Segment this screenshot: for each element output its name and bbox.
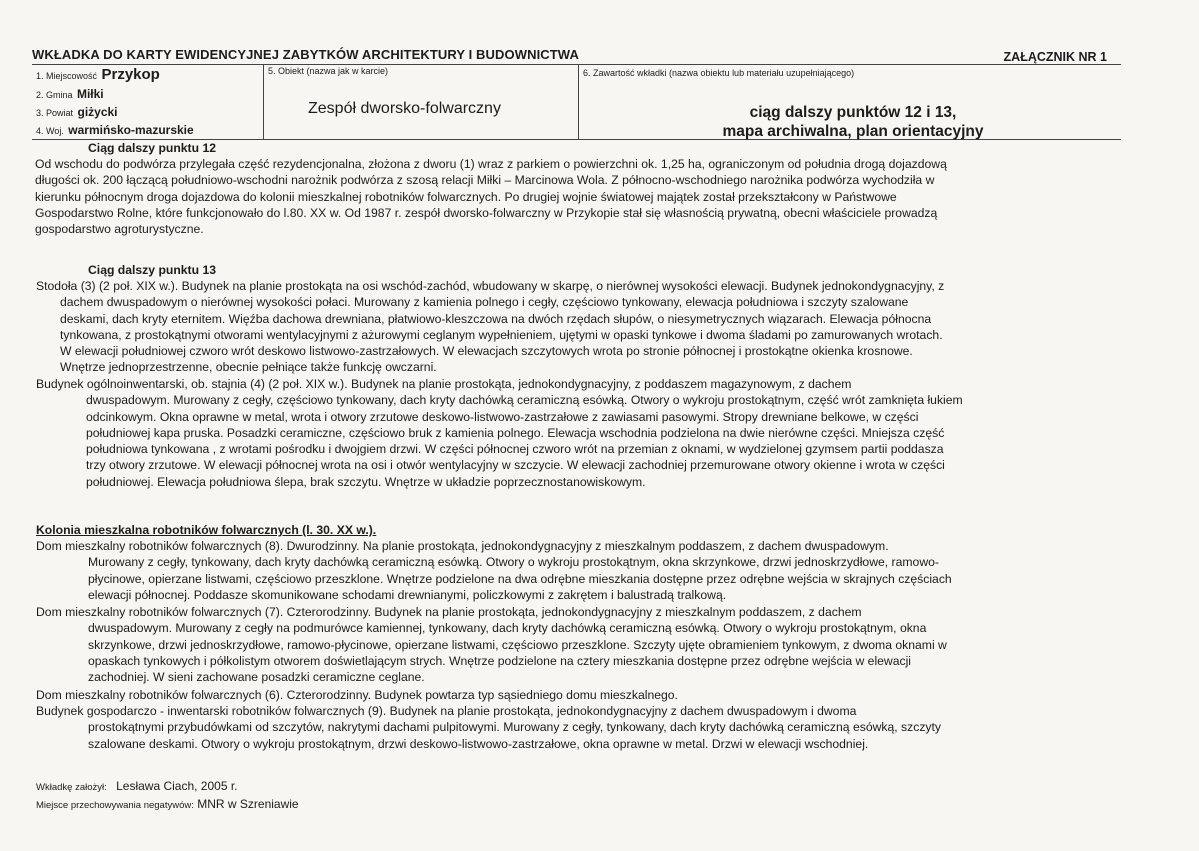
text-line: Dom mieszkalny robotników folwarcznych (6). Czterorodzinny. Budynek powtarza typ sąsiedniego domu mieszkalnego. (36, 688, 678, 702)
header-rule-top (32, 64, 1121, 65)
field-gmina (36, 85, 104, 103)
kolonia-dom-7 (36, 604, 1121, 685)
footer-storage-label: Miejsce przechowywania negatywów: (36, 800, 194, 811)
field-value: giżycki (77, 105, 118, 119)
annex-label: ZAŁĄCZNIK NR 1 (1003, 50, 1107, 64)
field-label: 3. Powiat (36, 108, 74, 118)
header-col-divider-1 (263, 64, 264, 139)
text-line: Budynek ogólnoinwentarski, ob. stajnia (4) (2 poł. XIX w.). Budynek na planie prostokąta, jednokondygnacyjny, z poddaszem magazynowym, z dachem (36, 377, 852, 391)
text-line: W elewacji południowej czworo wrót deskowo listwowo-zastrzałowych. W elewacjach szczytowych wrota po stronie północnej i prostokątne okienka krosnowe. (60, 344, 913, 359)
text-line: płycinowe, opierzane listwami, częściowo przeszklone. Wnętrze podzielone na dwa odrębne mieszkania dostępne przez odrębne wejścia w skrajnych częściach (88, 571, 952, 586)
field-value: Miłki (76, 87, 104, 101)
text-line: Stodoła (3) (2 poł. XIX w.). Budynek na planie prostokąta na osi wschód-zachód, wbudowany w skarpę, o nierównej wysokości elewacji. Budynek jednokondygnacyjny, z (36, 279, 945, 293)
section-13-heading: Ciąg dalszy punktu 13 (88, 263, 216, 277)
footer-storage-value: MNR w Szreniawie (197, 797, 299, 811)
footer-author-label: Wkładkę założył: (36, 782, 107, 793)
section-12-heading: Ciąg dalszy punktu 12 (88, 141, 216, 155)
field-wojewodztwo (36, 121, 194, 139)
document-title: WKŁADKA DO KARTY EWIDENCYJNEJ ZABYTKÓW ARCHITEKTURY I BUDOWNICTWA (32, 47, 579, 62)
zawartosc-line: mapa archiwalna, plan orientacyjny (722, 123, 984, 140)
text-line: południowej. Elewacja południowa ślepa, brak szczytu. Wnętrze w układzie poprzecznostanowiskowym. (86, 474, 646, 489)
section-13-stodola (36, 278, 1121, 376)
text-line: południowej kapa pruska. Posadzki ceramiczne, częściowo bruk z kamienia polnego. Elewacja wschodnia podzielona na dwie nierówne części. Mniejsza część (86, 425, 945, 440)
field-value: warmińsko-mazurskie (68, 123, 194, 137)
zawartosc-line: ciąg dalszy punktów 12 i 13, (749, 104, 957, 121)
text-line: deskami, dach kryty eternitem. Więźba dachowa drewniana, płatwiowo-kleszczowa na dwóch rzędach słupów, o niesymetrycznych wiązarach. Elewacja północna (60, 311, 932, 326)
field-value: Przykop (101, 66, 160, 83)
kolonia-dom-6 (36, 687, 1121, 703)
text-line: dachem dwuspadowym o nierównej wysokości połaci. Murowany z kamienia polnego i cegły, częściowo tynkowany, elewacja południowa i szczyty szalowane (60, 295, 909, 310)
kolonia-dom-8 (36, 538, 1121, 603)
text-line: Dom mieszkalny robotników folwarcznych (8). Dwurodzinny. Na planie prostokąta, jednokondygnacyjny z mieszkalnym poddaszem, z dachem dwuspadowym. (36, 539, 889, 553)
text-line: odcinkowym. Okna oprawne w metal, wrota i otwory zrzutowe deskowo-listwowo-zastrzałowe z zawiasami pasowymi. Stropy drewniane belkowe, w części (86, 409, 919, 424)
header-col-divider-2 (578, 64, 579, 139)
field-obiekt-value: Zespół dworsko-folwarczny (308, 100, 501, 117)
text-line: skrzynkowe, drzwi jednoskrzydłowe, ramowo-płycinowe, opierzane listwami, częściowo przeszklone. Szczyty ujęte obramieniem tynkowym, z dwoma oknami w (88, 637, 947, 652)
text-line: dwuspadowym. Murowany z cegły na podmurówce kamiennej, tynkowany, dach kryty dachówką ceramiczną esówką. Otwory o wykroju prostokątnym, okna (88, 621, 927, 636)
footer-author-value: Lesława Ciach, 2005 r. (116, 779, 238, 793)
footer-author (36, 779, 238, 793)
field-label: 1. Miejscowość (36, 71, 98, 81)
field-label: 2. Gmina (36, 90, 73, 100)
field-label: 4. Woj. (36, 126, 64, 136)
text-line: Wnętrze jednoprzestrzenne, obecnie pełniące także funkcję owczarni. (60, 360, 437, 375)
text-line: Dom mieszkalny robotników folwarcznych (7). Czterorodzinny. Budynek na planie prostokąta, jednokondygnacyjny z mieszkalnym poddaszem, z dachem (36, 605, 862, 619)
text-line: Gospodarstwo Rolne, które funkcjonowało do l.80. XX w. Od 1987 r. zespół dworsko-folwarczny w Przykopie stał się własnością prywatną, obecni właściciele prowadzą (35, 205, 938, 220)
field-obiekt-label: 5. Obiekt (nazwa jak w karcie) (268, 66, 389, 76)
text-line: kierunku północnym droga dojazdowa do kolonii mieszkalnej robotników folwarcznych. Po drugiej wojnie światowej majątek został przekształcony w Państwowe (35, 189, 897, 204)
text-line: trzy otwory zrzutowe. W elewacji północnej wrota na osi i otwór wentylacyjny w szczycie. W elewacji zachodniej przemurowane otwory okienne i wrota w części (86, 458, 945, 473)
text-line: elewacji północnej. Poddasze skomunikowane schodami drewnianymi, policzkowymi z zakrętem i balustradą tralkową. (88, 587, 727, 602)
section-12-body (35, 156, 1120, 237)
field-zawartosc-value (708, 103, 998, 141)
text-line: tynkowana, z prostokątnymi otworami wentylacyjnymi z ażurowymi ceglanym wypełnieniem, ujętymi w opaski tynkowe i dwoma śladami po zamurowanych wrotach. (60, 327, 943, 342)
field-zawartosc-label: 6. Zawartość wkładki (nazwa obiektu lub materiału uzupełniającego) (583, 68, 855, 78)
text-line: prostokątnymi przybudówkami od szczytów, nakrytymi dachami pulpitowymi. Murowany z cegły, tynkowany, dach kryty dachówką ceramiczną esówką, szczyty (88, 720, 941, 735)
text-line: szalowane deskami. Otwory o wykroju prostokątnym, drzwi deskowo-listwowo-zastrzałowe, okna oprawne w metal. Drzwi w elewacji wschodniej. (88, 736, 869, 751)
footer-storage (36, 797, 299, 811)
text-line: Od wschodu do podwórza przylegała część rezydencjonalna, złożona z dworu (1) wraz z parkiem o powierzchni ok. 1,25 ha, ograniczonym od południa drogą dojazdową (35, 157, 947, 171)
text-line: długości ok. 200 łączącą południowo-wschodni narożnik podwórza z szosą relacji Miłki – Marcinowa Wola. Z północno-wschodniego narożnika podwórza wychodziła w (35, 173, 935, 188)
text-line: gospodarstwo agroturystyczne. (35, 222, 204, 237)
kolonia-heading: Kolonia mieszkalna robotników folwarcznych (l. 30. XX w.). (36, 523, 377, 537)
text-line: zachodniej. W sieni zachowane posadzki ceramiczne ceglane. (88, 670, 425, 685)
text-line: południowa tynkowana , z wrotami pośrodku i dwojgiem drzwi. W części północnej czworo wrót na przemian z oknami, w wydzielonej gzymsem partii poddasza (86, 442, 944, 457)
text-line: dwuspadowym. Murowany z cegły, częściowo tynkowany, dach kryty dachówką ceramiczną esówką. Otwory o wykroju prostokątnym, część wrót zamknięta łukiem (86, 393, 963, 408)
section-13-inwentarski (36, 376, 1121, 490)
text-line: Budynek gospodarczo - inwentarski robotników folwarcznych (9). Budynek na planie prostokąta, jednokondygnacyjny z dachem dwuspadowym i dwoma (36, 704, 857, 718)
field-powiat (36, 103, 118, 121)
field-miejscowosc (36, 66, 160, 84)
kolonia-budynek-9 (36, 703, 1121, 752)
text-line: Murowany z cegły, tynkowany, dach kryty dachówką ceramiczną esówką. Otwory o wykroju prostokątnym, okna skrzynkowe, drzwi jednoskrzydłowe, ramowo- (88, 555, 939, 570)
text-line: opaskach tynkowych i półkolistym otworem doświetlającym strych. Wnętrze podzielone na cztery mieszkania dostępne przez odrębne wejścia w elewacji (88, 653, 912, 668)
